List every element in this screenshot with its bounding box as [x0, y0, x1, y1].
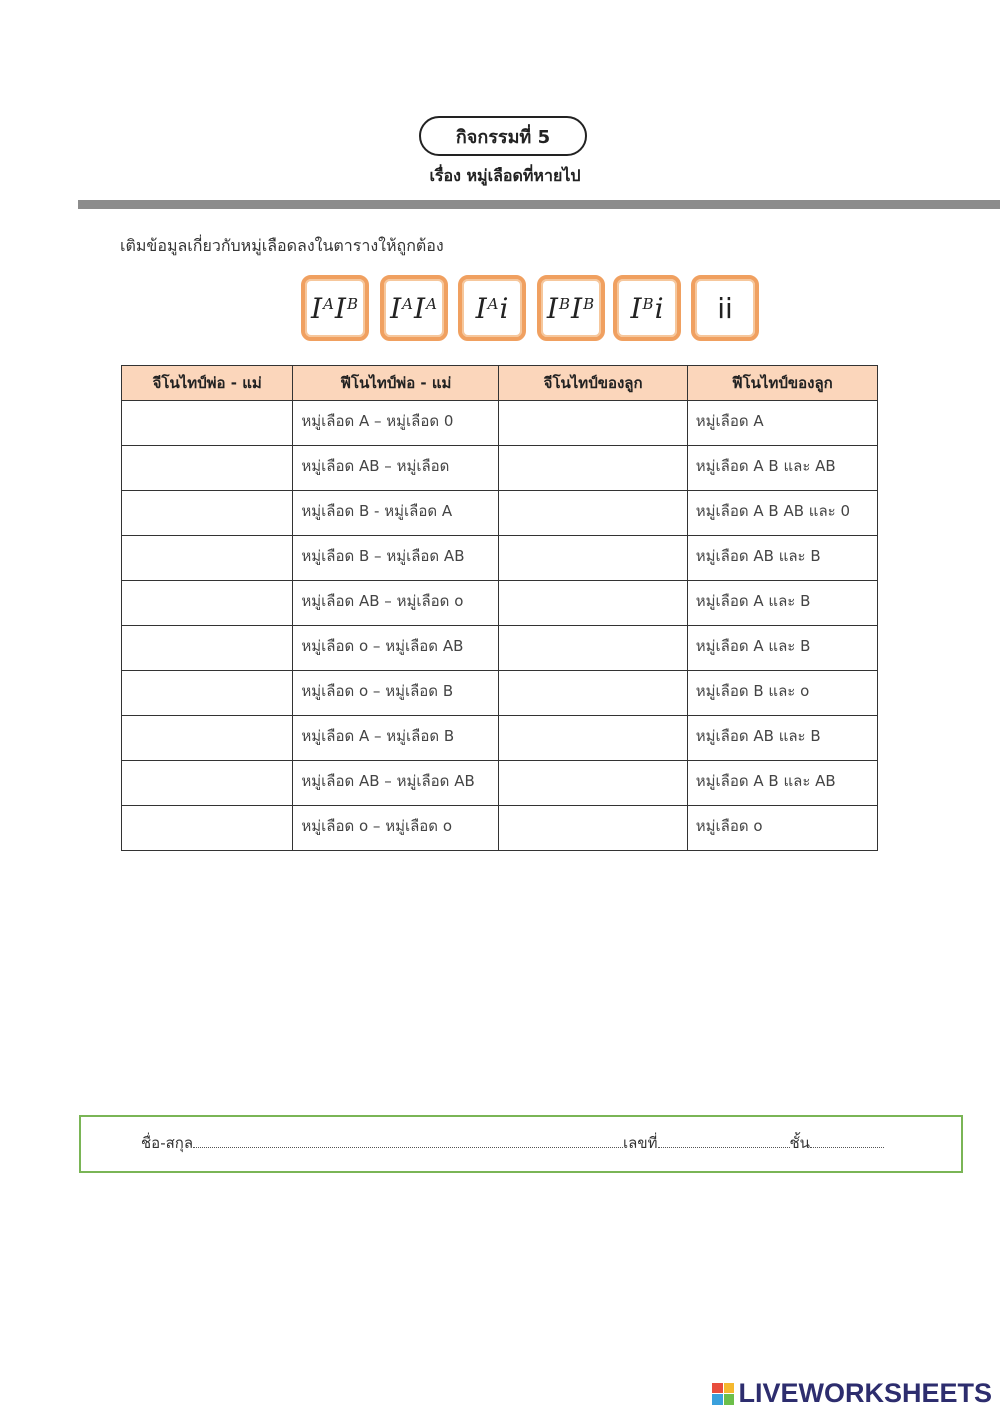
- header-child-phenotype: ฟีโนไทป์ของลูก: [687, 366, 877, 401]
- child-genotype-input[interactable]: [507, 409, 690, 447]
- table-row: [122, 671, 878, 716]
- genotype-card-IAIB[interactable]: [301, 275, 369, 341]
- parent-phenotype-cell: หมู่เลือด A – หมู่เลือด 0: [293, 401, 499, 446]
- genotype-card-IBi[interactable]: [613, 275, 681, 341]
- genotype-card-ii[interactable]: [691, 275, 759, 341]
- genotype-card-IAIA[interactable]: [380, 275, 448, 341]
- table-row: [122, 446, 878, 491]
- allele-sup: B: [642, 295, 654, 313]
- number-label: เลขที่: [623, 1134, 658, 1152]
- child-phenotype-cell: หมู่เลือด A B และ AB: [687, 761, 877, 806]
- allele-base: I: [311, 291, 323, 325]
- allele-base: I: [334, 291, 346, 325]
- allele-sup: B: [558, 295, 570, 313]
- parent-genotype-drop-cell[interactable]: [122, 536, 293, 581]
- child-genotype-input-cell[interactable]: [499, 806, 687, 851]
- parent-genotype-drop-cell[interactable]: [122, 581, 293, 626]
- class-field[interactable]: [810, 1133, 884, 1148]
- parent-genotype-drop-cell[interactable]: [122, 446, 293, 491]
- allele-base: I: [571, 291, 583, 325]
- allele-base: i: [654, 291, 664, 325]
- liveworksheets-brand: [712, 1378, 992, 1409]
- child-phenotype-cell: หมู่เลือด o: [687, 806, 877, 851]
- child-phenotype-cell: หมู่เลือด B และ o: [687, 671, 877, 716]
- allele-sup: B: [583, 295, 595, 313]
- table-row: [122, 581, 878, 626]
- table-header-row: [122, 366, 878, 401]
- table-row: [122, 626, 878, 671]
- allele-sup: A: [323, 295, 334, 313]
- genotype-card-IAi[interactable]: [458, 275, 526, 341]
- blood-type-table: [121, 365, 878, 851]
- child-genotype-input[interactable]: [507, 499, 690, 537]
- child-genotype-input-cell[interactable]: [499, 671, 687, 716]
- child-phenotype-cell: หมู่เลือด A B และ AB: [687, 446, 877, 491]
- child-genotype-input-cell[interactable]: [499, 446, 687, 491]
- child-genotype-input[interactable]: [507, 679, 690, 717]
- parent-genotype-drop-cell[interactable]: [122, 401, 293, 446]
- child-genotype-input-cell[interactable]: [499, 581, 687, 626]
- header-parent-phenotype: ฟีโนไทป์พ่อ - แม่: [293, 366, 499, 401]
- table-row: [122, 806, 878, 851]
- allele-sup: B: [346, 295, 358, 313]
- name-label: ชื่อ-สกุล: [141, 1134, 194, 1152]
- parent-phenotype-cell: หมู่เลือด o – หมู่เลือด o: [293, 806, 499, 851]
- child-phenotype-cell: หมู่เลือด A และ B: [687, 581, 877, 626]
- table-row: [122, 491, 878, 536]
- child-genotype-input[interactable]: [507, 769, 690, 807]
- child-phenotype-cell: หมู่เลือด A: [687, 401, 877, 446]
- number-field[interactable]: [658, 1133, 790, 1148]
- child-genotype-input-cell[interactable]: [499, 536, 687, 581]
- child-genotype-input[interactable]: [507, 814, 690, 852]
- header-child-genotype: จีโนไทป์ของลูก: [499, 366, 687, 401]
- child-genotype-input[interactable]: [507, 589, 690, 627]
- parent-genotype-drop-cell[interactable]: [122, 671, 293, 716]
- allele-base: I: [546, 291, 558, 325]
- allele-base: I: [390, 291, 402, 325]
- parent-phenotype-cell: หมู่เลือด B - หมู่เลือด A: [293, 491, 499, 536]
- parent-phenotype-cell: หมู่เลือด AB – หมู่เลือด AB: [293, 761, 499, 806]
- parent-genotype-drop-cell[interactable]: [122, 761, 293, 806]
- brand-name: LIVEWORKSHEETS: [738, 1378, 992, 1408]
- parent-genotype-drop-cell[interactable]: [122, 716, 293, 761]
- student-info-row: [141, 1131, 884, 1155]
- parent-phenotype-cell: หมู่เลือด o – หมู่เลือด B: [293, 671, 499, 716]
- table-row: [122, 401, 878, 446]
- instruction-text: เติมข้อมูลเกี่ยวกับหมู่เลือดลงในตารางให้ถูกต้อง: [120, 236, 444, 255]
- header-divider: [78, 200, 1000, 209]
- header-parent-genotype: จีโนไทป์พ่อ - แม่: [122, 366, 293, 401]
- child-genotype-input[interactable]: [507, 544, 690, 582]
- table-row: [122, 716, 878, 761]
- child-genotype-input-cell[interactable]: [499, 716, 687, 761]
- allele-base: I: [414, 291, 426, 325]
- class-label: ชั้น: [789, 1134, 810, 1152]
- allele-sup: A: [402, 295, 413, 313]
- liveworksheets-logo-icon: [712, 1383, 734, 1405]
- activity-title: กิจกรรมที่ 5: [419, 116, 587, 156]
- child-phenotype-cell: หมู่เลือด A B AB และ 0: [687, 491, 877, 536]
- allele-base: I: [475, 291, 487, 325]
- parent-genotype-drop-cell[interactable]: [122, 806, 293, 851]
- allele-sup: A: [426, 295, 437, 313]
- allele-base: I: [630, 291, 642, 325]
- child-phenotype-cell: หมู่เลือด A และ B: [687, 626, 877, 671]
- activity-subtitle: เรื่อง หมู่เลือดที่หายไป: [429, 166, 581, 185]
- child-genotype-input-cell[interactable]: [499, 626, 687, 671]
- parent-phenotype-cell: หมู่เลือด A – หมู่เลือด B: [293, 716, 499, 761]
- child-genotype-input-cell[interactable]: [499, 401, 687, 446]
- name-field[interactable]: [193, 1133, 623, 1148]
- child-genotype-input[interactable]: [507, 454, 690, 492]
- parent-genotype-drop-cell[interactable]: [122, 491, 293, 536]
- child-phenotype-cell: หมู่เลือด AB และ B: [687, 716, 877, 761]
- table-row: [122, 536, 878, 581]
- allele-sup: A: [487, 295, 499, 313]
- table-row: [122, 761, 878, 806]
- genotype-card-IBIB[interactable]: [537, 275, 605, 341]
- parent-phenotype-cell: หมู่เลือด AB – หมู่เลือด o: [293, 581, 499, 626]
- allele-base: i: [499, 291, 509, 325]
- child-genotype-input-cell[interactable]: [499, 491, 687, 536]
- parent-genotype-drop-cell[interactable]: [122, 626, 293, 671]
- child-genotype-input[interactable]: [507, 724, 690, 762]
- child-genotype-input-cell[interactable]: [499, 761, 687, 806]
- parent-phenotype-cell: หมู่เลือด B – หมู่เลือด AB: [293, 536, 499, 581]
- child-genotype-input[interactable]: [507, 634, 690, 672]
- child-phenotype-cell: หมู่เลือด AB และ B: [687, 536, 877, 581]
- allele-base: ii: [717, 291, 733, 325]
- parent-phenotype-cell: หมู่เลือด AB – หมู่เลือด: [293, 446, 499, 491]
- student-info-box: [79, 1115, 963, 1173]
- parent-phenotype-cell: หมู่เลือด o – หมู่เลือด AB: [293, 626, 499, 671]
